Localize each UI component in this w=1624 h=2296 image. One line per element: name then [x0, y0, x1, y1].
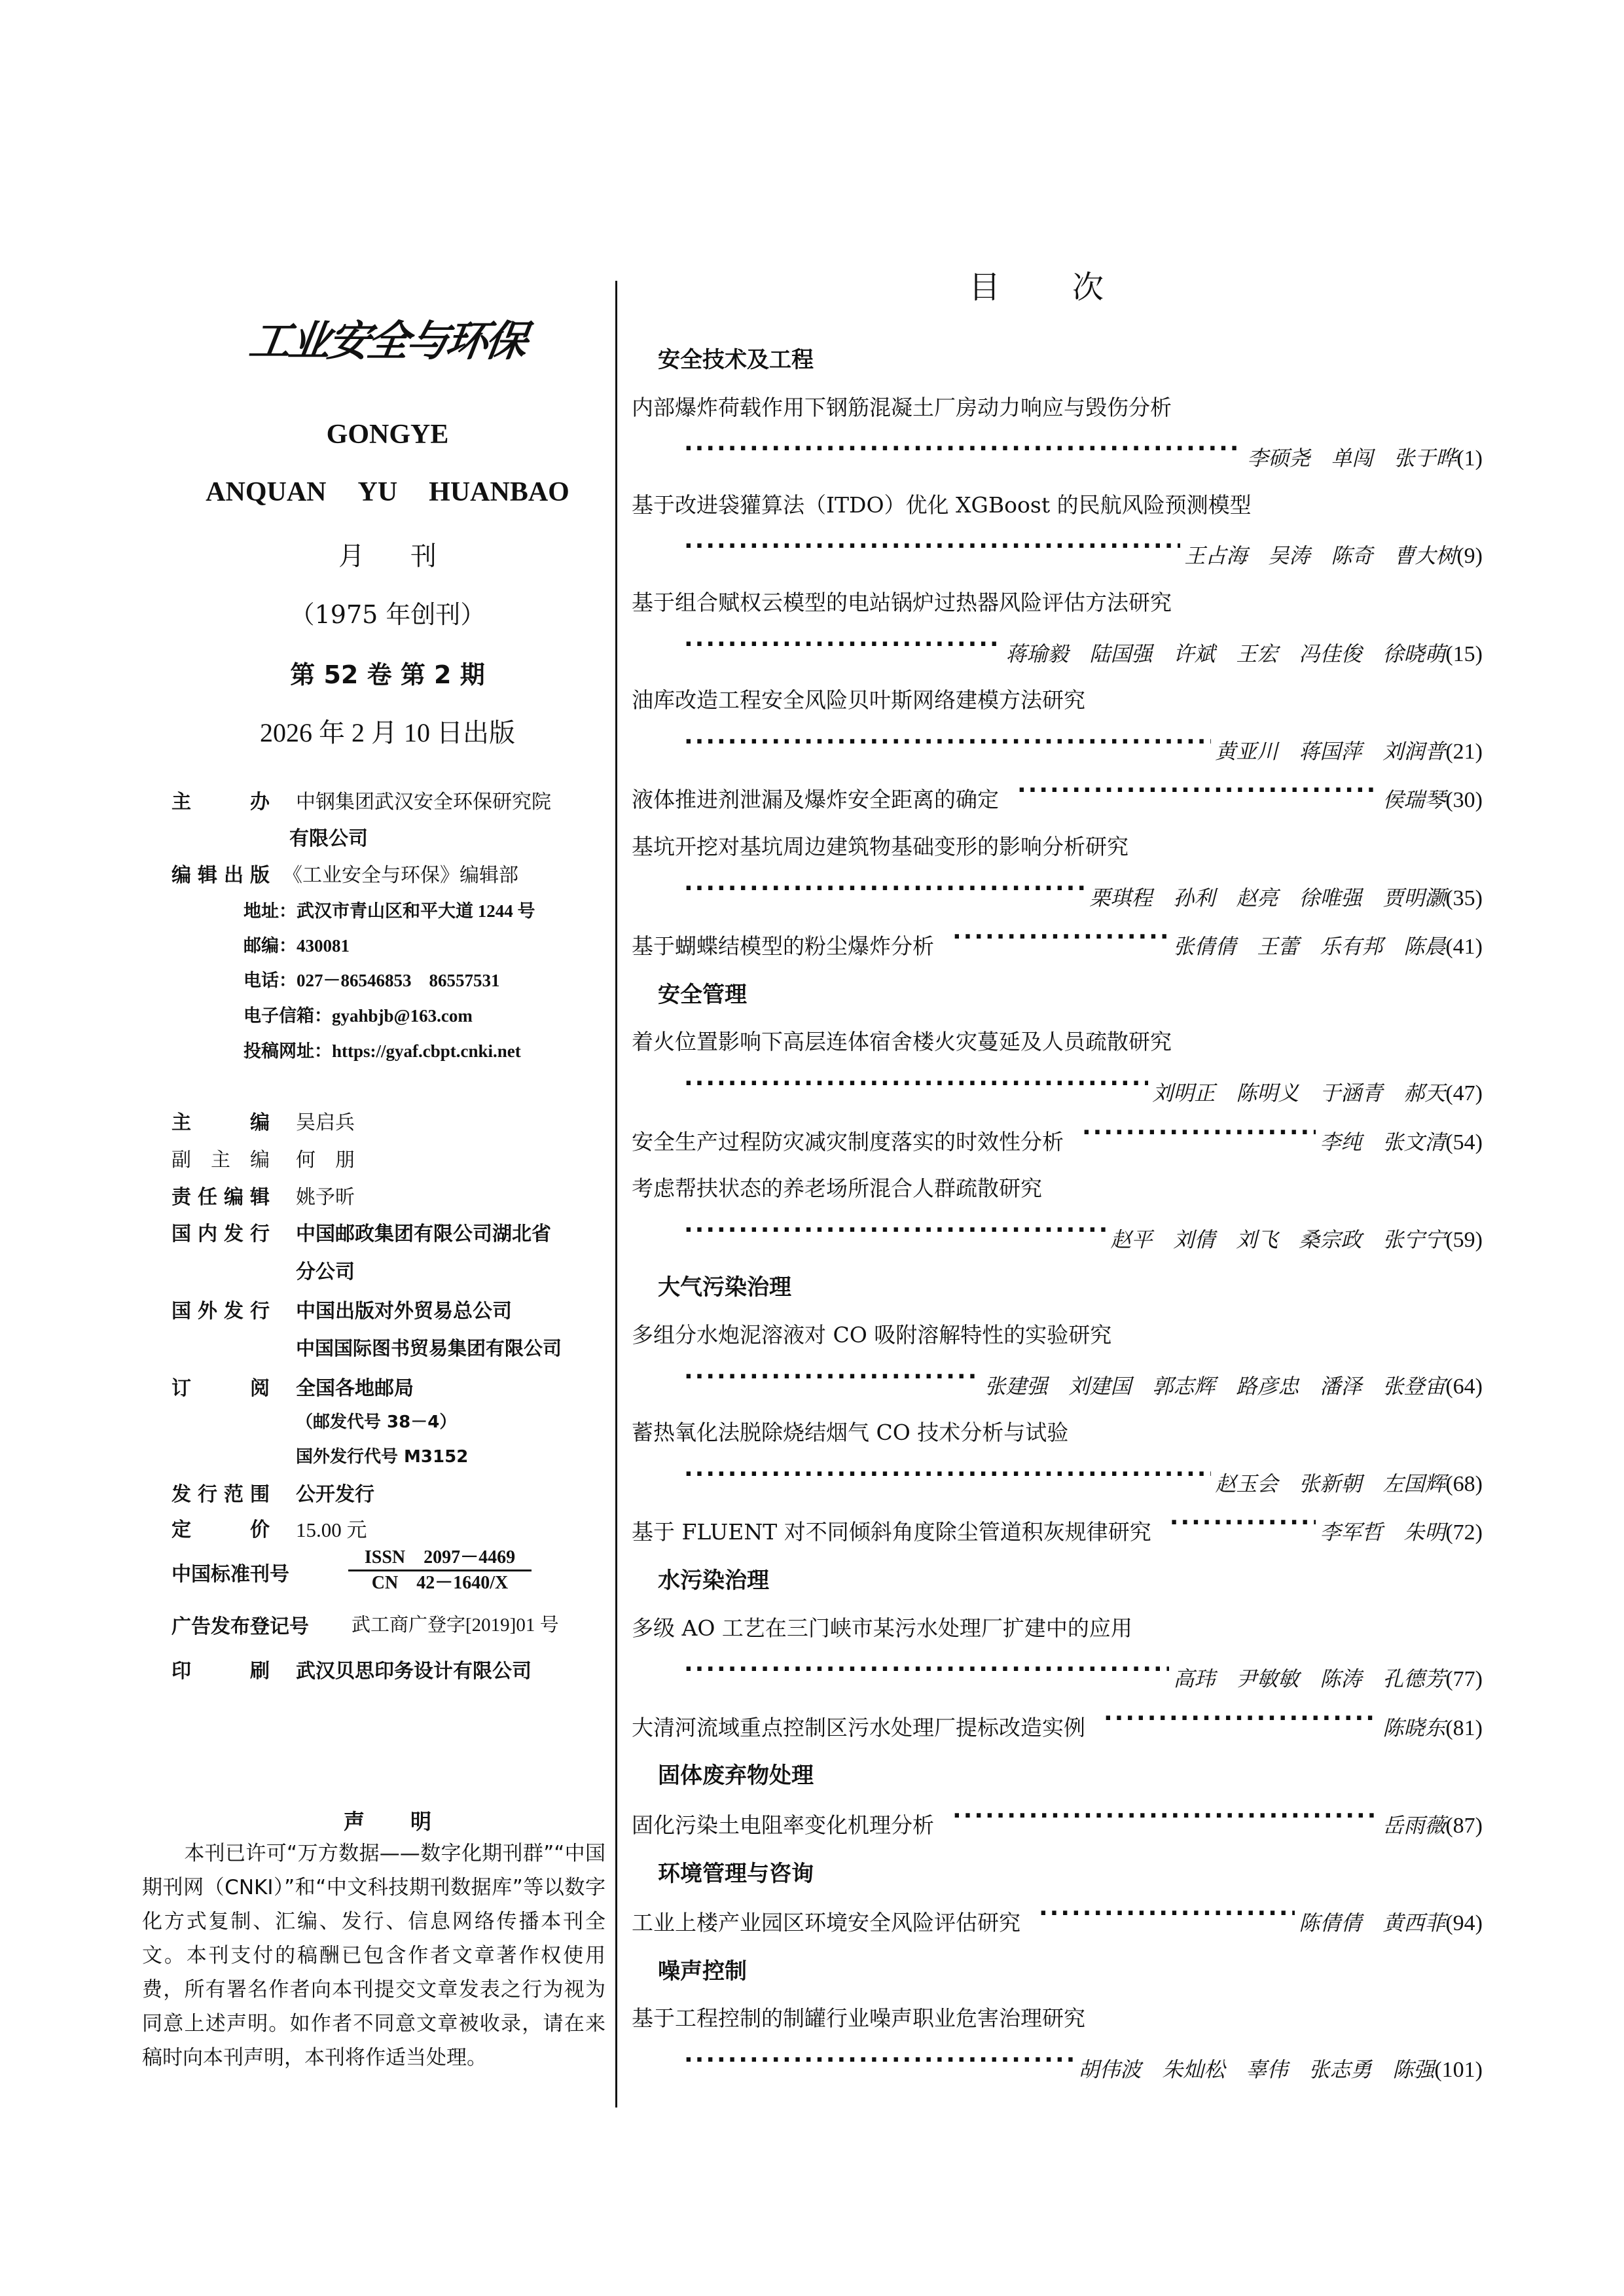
article-authors: 李军哲 朱明 [1320, 1520, 1446, 1545]
article-page: (101) [1434, 2058, 1483, 2082]
toc-entry[interactable] [632, 1611, 1483, 1644]
price-value: 15.00 元 [296, 1518, 367, 1541]
toc-entry[interactable] [632, 1123, 1483, 1156]
info-value: 武汉贝思印务设计有限公司 [296, 1660, 532, 1683]
info-value: 有限公司 [289, 827, 368, 850]
info-label: 中国标准刊号 [171, 1563, 289, 1586]
leader-dots [684, 537, 1180, 563]
author-line [684, 1465, 1483, 1498]
info-value: 全国各地邮局 [296, 1377, 414, 1400]
article-authors: 侯瑞琴 [1382, 787, 1446, 813]
article-authors: 赵玉会 张新朝 左国辉 [1215, 1471, 1446, 1496]
info-label: 主 编 [171, 1111, 270, 1134]
leader-dots [684, 1221, 1106, 1247]
author-line [684, 2051, 1483, 2083]
toc-entry[interactable] [632, 1416, 1483, 1448]
article-authors: 刘明正 陈明义 于涵青 郝天 [1152, 1081, 1446, 1105]
english-title-word: HUANBAO [429, 477, 569, 507]
article-page: (15) [1445, 641, 1483, 666]
email-link[interactable]: gyahbjb@163.com [332, 1006, 473, 1026]
info-value: 何 朋 [296, 1149, 355, 1172]
toc-entry-authors [632, 1465, 1483, 1498]
toc-section-heading [632, 1856, 1483, 1888]
info-value: 中钢集团武汉安全环保研究院 [296, 791, 551, 814]
author-line [684, 1074, 1483, 1107]
contact-label: 电话： [244, 971, 297, 991]
statement-title [171, 1805, 604, 1835]
toc-section-heading [632, 1757, 1483, 1790]
statement-title-char: 声 [343, 1809, 365, 1834]
section-name: 安全技术及工程 [658, 347, 814, 373]
toc-section-heading [632, 1269, 1483, 1302]
author-line [684, 537, 1483, 569]
author-line [684, 1367, 1483, 1400]
info-label: 订 阅 [171, 1377, 270, 1400]
english-title-word: ANQUAN [206, 477, 327, 507]
leader-dots [684, 2051, 1074, 2077]
leader-dots [684, 732, 1211, 759]
article-page: (54) [1445, 1130, 1483, 1155]
info-value: 中国邮政集团有限公司湖北省 [296, 1223, 551, 1246]
english-title-line2 [171, 476, 604, 508]
article-authors: 胡伟波 朱灿松 辜伟 张志勇 陈强 [1078, 2057, 1435, 2082]
toc-title-char: 目 [969, 269, 1001, 306]
frequency-char: 月 [338, 541, 365, 571]
toc-entry-authors [632, 2051, 1483, 2083]
leader-dots [684, 1074, 1148, 1100]
toc-entry[interactable] [632, 1513, 1483, 1546]
leader-dots [684, 439, 1243, 465]
contact-value: 武汉市青山区和平大道 1244 号 [297, 901, 535, 921]
article-authors: 张倩倩 王蕾 乐有邦 陈晨 [1173, 934, 1446, 960]
toc-entry[interactable] [632, 927, 1483, 960]
statement-body [142, 1837, 605, 2075]
leader-dots [952, 1806, 1379, 1833]
article-authors: 陈倩倩 黄西菲 [1299, 1910, 1446, 1936]
cn-number: CN 42－1640/X [371, 1573, 509, 1593]
article-page: (47) [1445, 1081, 1483, 1105]
article-page: (30) [1445, 788, 1483, 813]
article-authors: 岳雨薇 [1382, 1813, 1446, 1838]
article-title[interactable]: 安全生产过程防灾减灾制度落实的时效性分析 [632, 1128, 1064, 1155]
column-divider [615, 281, 617, 2108]
article-authors: 高玮 尹敏敏 陈涛 孔德芳 [1173, 1666, 1446, 1692]
contact-label: 邮编： [244, 936, 297, 956]
contact-label: 电子信箱： [244, 1006, 332, 1026]
article-authors: 赵平 刘倩 刘飞 桑宗政 张宁宁 [1110, 1227, 1446, 1252]
toc-entry-authors [632, 879, 1483, 912]
toc-title-char: 次 [1072, 269, 1104, 306]
article-title[interactable]: 基坑开挖对基坑周边建筑物基础变形的影响分析研究 [632, 834, 1128, 859]
article-page: (35) [1445, 886, 1483, 910]
publish-date: 2026 年 2 月 10 日出版 [260, 718, 515, 747]
leader-dots [1039, 1904, 1295, 1930]
toc-entry[interactable] [632, 488, 1483, 521]
issn-cn-fraction [348, 1549, 532, 1592]
author-line [684, 1660, 1483, 1693]
leader-dots [952, 927, 1169, 954]
article-page: (1) [1456, 446, 1483, 471]
info-label: 广告发布登记号 [171, 1615, 309, 1638]
leader-dots [1104, 1709, 1379, 1735]
info-value: 公开发行 [296, 1483, 374, 1506]
info-value: 分公司 [296, 1261, 355, 1283]
toc-title [969, 262, 1104, 307]
info-label: 国外发行 [171, 1300, 270, 1323]
toc-entry-authors [632, 635, 1483, 668]
article-title[interactable]: 基于工程控制的制罐行业噪声职业危害治理研究 [632, 2005, 1085, 2032]
contact-email [244, 1001, 473, 1027]
article-page: (64) [1445, 1374, 1483, 1399]
toc-entry-authors [632, 1660, 1483, 1693]
article-title[interactable]: 着火位置影响下高层连体宿舍楼火灾蔓延及人员疏散研究 [632, 1029, 1172, 1055]
article-authors: 蒋瑜毅 陆国强 许斌 王宏 冯佳俊 徐晓萌 [1005, 641, 1446, 666]
article-page: (21) [1445, 739, 1483, 764]
toc-entry[interactable] [632, 781, 1483, 814]
toc-entry[interactable] [632, 1904, 1483, 1937]
contact-label: 投稿网址： [244, 1041, 332, 1062]
toc-entry-authors [632, 1221, 1483, 1253]
toc-section-heading [632, 1562, 1483, 1595]
toc-entry[interactable] [632, 1172, 1483, 1204]
leader-dots [684, 635, 1001, 661]
info-value: 国外发行代号 M3152 [296, 1447, 469, 1467]
author-line [684, 635, 1483, 668]
article-title[interactable]: 基于蝴蝶结模型的粉尘爆炸分析 [632, 933, 934, 960]
frequency [171, 535, 604, 573]
article-page: (9) [1456, 544, 1483, 569]
article-title[interactable]: 考虑帮扶状态的养老场所混合人群疏散研究 [632, 1175, 1042, 1202]
toc-entry[interactable] [632, 1318, 1483, 1351]
contact-label: 地址： [244, 901, 297, 922]
statement-title-char: 明 [410, 1809, 432, 1834]
submission-url-link[interactable]: https://gyaf.cbpt.cnki.net [332, 1041, 521, 1061]
volume-issue: 第 52 卷 第 2 期 [290, 660, 485, 689]
article-title[interactable]: 基于改进袋獾算法（ITDO）优化 XGBoost 的民航风险预测模型 [632, 492, 1252, 518]
leader-dots [1017, 781, 1379, 807]
section-name: 环境管理与咨询 [658, 1860, 814, 1887]
frequency-char: 刊 [410, 541, 437, 571]
contact-postcode [244, 931, 350, 957]
article-page: (72) [1445, 1520, 1483, 1545]
article-page: (94) [1445, 1911, 1483, 1936]
article-page: (41) [1445, 935, 1483, 960]
english-title-word: YU [357, 477, 398, 507]
toc-entry[interactable] [632, 391, 1483, 423]
toc-section-heading [632, 977, 1483, 1009]
leader-dots [684, 1660, 1169, 1686]
author-line [684, 1221, 1483, 1253]
info-label: 责任编辑 [171, 1186, 270, 1209]
article-page: (77) [1445, 1667, 1483, 1692]
contact-phone [244, 966, 500, 992]
author-line [684, 879, 1483, 912]
article-title[interactable]: 基于组合赋权云模型的电站锅炉过热器风险评估方法研究 [632, 590, 1172, 615]
section-name: 固体废弃物处理 [658, 1763, 814, 1789]
section-name: 安全管理 [658, 981, 747, 1008]
toc-entry[interactable] [632, 830, 1483, 863]
contact-submission-url [244, 1037, 521, 1062]
info-label: 主 办 [171, 791, 270, 814]
statement-text: 本刊已许可“万方数据——数字化期刊群”“中国期刊网（CNKI）”和“中文科技期刊数据库”等以数字化方式复制、汇编、发行、信息网络传播本刊全文。本刊支付的稿酬已包含作者文章著作权使用费，所有署名作者向本刊提交文章发表之行为视为同意上述声明。如作者不同意文章被收录，请在来稿时向本刊声明，本刊将作适当处理。 [142, 1842, 605, 2070]
leader-dots [684, 1465, 1211, 1491]
info-value: 中国国际图书贸易集团有限公司 [296, 1337, 562, 1359]
leader-dots [684, 879, 1085, 905]
article-page: (68) [1445, 1471, 1483, 1496]
contact-value: 430081 [297, 936, 350, 956]
author-line [684, 732, 1483, 765]
info-value: 武工商广登字[2019]01 号 [352, 1615, 559, 1636]
toc-entry[interactable] [632, 1709, 1483, 1742]
article-authors: 张建强 刘建国 郭志辉 路彦忠 潘泽 张登宙 [984, 1373, 1446, 1399]
toc-entry[interactable] [632, 2001, 1483, 2034]
toc-entry-authors [632, 1074, 1483, 1107]
article-page: (81) [1445, 1715, 1483, 1740]
section-name: 噪声控制 [658, 1958, 747, 1984]
toc-entry[interactable] [632, 683, 1483, 716]
info-label: 副 主 编 [171, 1149, 270, 1172]
toc-section-heading [632, 1953, 1483, 1986]
article-authors: 黄亚川 蒋国萍 刘润普 [1215, 738, 1446, 764]
toc-entry[interactable] [632, 1025, 1483, 1058]
founded-year: （1975 年创刊） [289, 600, 486, 629]
article-authors: 王占海 吴涛 陈奇 曹大树 [1184, 543, 1457, 569]
issn: ISSN 2097－4469 [348, 1549, 532, 1571]
info-value: 姚予昕 [296, 1186, 355, 1209]
contact-value: 027－86546853 86557531 [297, 971, 500, 990]
article-title[interactable]: 蓄热氧化法脱除烧结烟气 CO 技术分析与试验 [632, 1420, 1069, 1446]
info-label: 发行范围 [171, 1483, 270, 1506]
article-authors: 陈晓东 [1382, 1715, 1446, 1740]
article-title[interactable]: 基于 FLUENT 对不同倾斜角度除尘管道积灰规律研究 [632, 1519, 1151, 1545]
article-title[interactable]: 工业上楼产业园区环境安全风险评估研究 [632, 1910, 1020, 1936]
article-authors: 李纯 张文清 [1320, 1129, 1446, 1155]
info-label: 印 刷 [171, 1660, 270, 1683]
section-name: 大气污染治理 [658, 1274, 791, 1301]
article-title[interactable]: 多组分水炮泥溶液对 CO 吸附溶解特性的实验研究 [632, 1322, 1112, 1348]
article-title[interactable]: 液体推进剂泄漏及爆炸安全距离的确定 [632, 787, 999, 813]
leader-dots [1082, 1123, 1316, 1149]
article-authors: 栗琪程 孙利 赵亮 徐唯强 贾明灏 [1089, 885, 1446, 910]
leader-dots [1170, 1513, 1316, 1539]
info-value: （邮发代号 38－4） [296, 1412, 457, 1432]
article-title[interactable]: 多级 AO 工艺在三门峡市某污水处理厂扩建中的应用 [632, 1615, 1132, 1641]
toc-section-heading [632, 342, 1483, 374]
toc-entry[interactable] [632, 1806, 1483, 1839]
article-authors: 李硕尧 单闯 张于晔 [1247, 446, 1457, 471]
toc-entry-authors [632, 537, 1483, 569]
info-value: 《工业安全与环保》编辑部 [283, 864, 518, 887]
info-value: 吴启兵 [296, 1111, 355, 1134]
toc-entry-authors [632, 732, 1483, 765]
article-title[interactable]: 油库改造工程安全风险贝叶斯网络建模方法研究 [632, 687, 1085, 713]
article-title[interactable]: 内部爆炸荷载作用下钢筋混凝土厂房动力响应与毁伤分析 [632, 394, 1172, 420]
author-line [684, 439, 1483, 472]
article-page: (59) [1445, 1227, 1483, 1252]
toc-entry-authors [632, 439, 1483, 472]
article-title[interactable]: 大清河流域重点控制区污水处理厂提标改造实例 [632, 1714, 1085, 1740]
section-name: 水污染治理 [658, 1568, 769, 1594]
leader-dots [684, 1367, 981, 1393]
contact-address [244, 897, 535, 922]
info-label: 国内发行 [171, 1223, 270, 1246]
toc-entry[interactable] [632, 586, 1483, 619]
info-value: 中国出版对外贸易总公司 [296, 1300, 512, 1323]
article-title[interactable]: 固化污染土电阻率变化机理分析 [632, 1812, 934, 1838]
article-page: (87) [1445, 1814, 1483, 1838]
english-title-line1: GONGYE [326, 420, 449, 450]
journal-logo: 工业安全与环保 [245, 317, 528, 366]
info-label: 定 价 [171, 1518, 270, 1541]
toc-entry-authors [632, 1367, 1483, 1400]
info-label: 编辑出版 [171, 864, 270, 887]
